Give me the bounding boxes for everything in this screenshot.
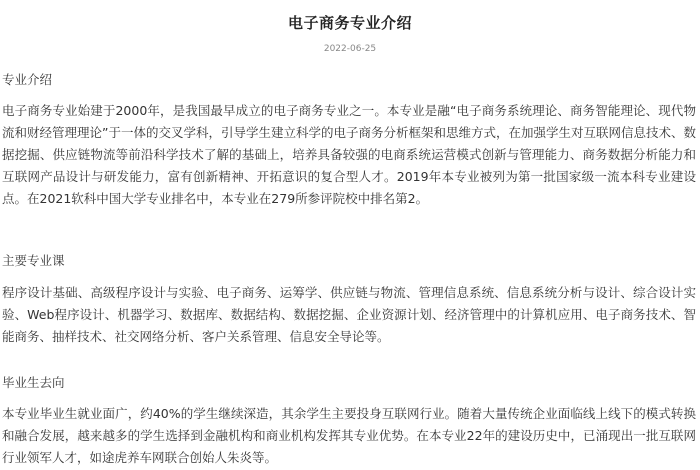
section-body-intro: 电子商务专业始建于2000年，是我国最早成立的电子商务专业之一。本专业是融“电子商务系统理论、商务智能理论、现代物流和财经管理理论”于一体的交叉学科，引导学生建立科学的电子商务分析框架和思维方式，在加强学生对互联网信息技术、数据挖掘、供应链物流等前沿科学技术了解的基础上，培养具备较强的电商系统运营模式创新与管理能力、商务数据分析能力和互联网产品设计与研发能力，富有创新精神、开拓意识的复合型人才。2019年本专业被列为第一批国家级一流本科专业建设点。在2021软科中国大学专业排名中，本专业在279所参评院校中排名第2。 bbox=[2, 103, 696, 206]
section-body-courses: 程序设计基础、高级程序设计与实验、电子商务、运筹学、供应链与物流、管理信息系统、信息系统分析与设计、综合设计实验、Web程序设计、机器学习、数据库、数据结构、数据挖掘、企业资源计划、经济管理中的计算机应用、电子商务技术、智能商务、抽样技术、社交网络分析、客户关系管理、信息安全导论等。 bbox=[2, 285, 696, 344]
section-heading-career: 毕业生去向 bbox=[2, 375, 65, 390]
section-body-career: 本专业毕业生就业面广，约40%的学生继续深造，其余学生主要投身互联网行业。随着大量传统企业面临线上线下的模式转换和融合发展，越来越多的学生选择到金融机构和商业机构发挥其专业优势。在本专业22年的建设历史中，已涌现出一批互联网行业领军人才，如途虎养车网联合创始人朱炎等。 bbox=[2, 406, 696, 465]
section-heading-courses: 主要专业课 bbox=[2, 253, 65, 268]
article-title: 电子商务专业介绍 bbox=[287, 14, 412, 32]
publish-date: 2022-06-25 bbox=[323, 44, 377, 54]
section-heading-intro: 专业介绍 bbox=[2, 72, 53, 87]
